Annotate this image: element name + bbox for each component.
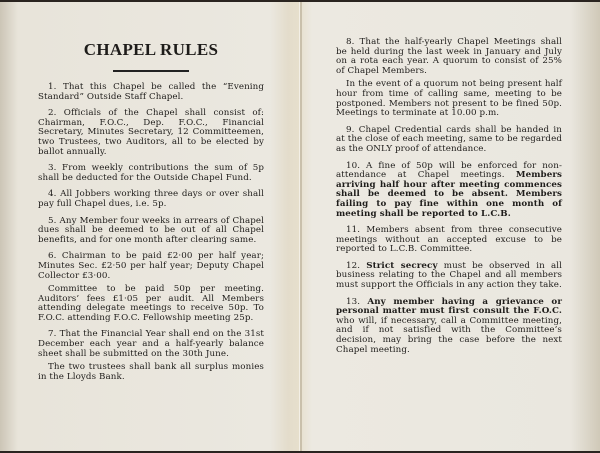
left-page	[38, 2, 264, 451]
rule-text: who will, if necessary, call a Committee meeting, and if not satisfied with the Committee’s decision, may bring the case before the next Chapel meeting.	[336, 315, 562, 355]
rule-1-paragraph	[38, 83, 264, 102]
rule-text: 7. That the Financial Year shall end on the 31st December each year and a half-yearly balance sheet shall be submitted on the 30th June.	[38, 329, 264, 359]
rule-text: 11. Members absent from three consecutive meetings without an accepted excuse to be reported to L.C.B. Committee.	[336, 225, 562, 255]
rule-9-paragraph	[336, 126, 562, 155]
rule-text: 6. Chairman to be paid £2·00 per half year; Minutes Sec. £2·50 per half year; Deputy Chapel Collector £3·00.	[38, 251, 264, 281]
rule-text: 9. Chapel Credential cards shall be handed in at the close of each meeting, same to be regarded as the ONLY proof of attendance.	[336, 124, 562, 154]
rule-text: Committee to be paid 50p per meeting. Auditors’ fees £1·05 per audit. All Members attending delegate meetings to receive 50p. To F.O.C. attending F.O.C. Fellowship meeting 25p.	[38, 284, 264, 323]
booklet-spread	[0, 2, 600, 451]
right-rules-list	[336, 38, 562, 355]
rule-6-paragraph	[38, 252, 264, 281]
rule-8b-paragraph	[336, 80, 562, 118]
title-underline	[113, 70, 189, 72]
left-rules-list	[38, 83, 264, 382]
rule-4-paragraph	[38, 190, 264, 209]
rule-text: 8. That the half-yearly Chapel Meetings shall be held during the last week in January and July on a rota each year. A quorum to consist of 25% of Chapel Members.	[336, 37, 562, 76]
rule-text: 1. That this Chapel be called the “Evening Standard” Outside Staff Chapel.	[38, 82, 264, 102]
rule-5-paragraph	[38, 217, 264, 246]
rule-7-paragraph	[38, 330, 264, 359]
rule-text: 5. Any Member four weeks in arrears of Chapel dues shall be deemed to be out of all Chapel benefits, and for one month after clearing same.	[38, 215, 264, 245]
rule-11-paragraph	[336, 226, 562, 255]
rule-10-paragraph	[336, 162, 562, 220]
rule-text: 2. Officials of the Chapel shall consist of: Chairman, F.O.C., Dep. F.O.C., Financial Secretary, Minutes Secretary, 12 Committeemen, two Trustees, two Auditors, all to be elected by ballot annually.	[38, 108, 264, 157]
rule-2-paragraph	[38, 109, 264, 157]
rule-text: 13.	[346, 296, 368, 307]
rule-text: 12.	[346, 260, 367, 271]
booklet-spine	[299, 2, 302, 451]
bold-text: Any member having a grievance or personal matter must first consult the F.O.C.	[336, 296, 562, 317]
page-title: CHAPEL RULES	[83, 40, 219, 59]
rule-text: 3. From weekly contributions the sum of 5p shall be deducted for the Outside Chapel Fund.	[38, 163, 264, 183]
rule-3-paragraph	[38, 164, 264, 183]
rule-6b-paragraph	[38, 285, 264, 323]
rule-12-paragraph	[336, 262, 562, 291]
rule-text: 4. All Jobbers working three days or over shall pay full Chapel dues, i.e. 5p.	[38, 189, 264, 209]
rule-7b-paragraph	[38, 363, 264, 382]
rule-13-paragraph	[336, 298, 562, 356]
rule-text: In the event of a quorum not being present half hour from time of calling same, meeting to be postponed. Members not present to be fined 50p. Meetings to terminate at 10.00 p.m.	[336, 79, 562, 119]
rule-text: 10. A fine of 50p will be enforced for non-attendance at Chapel meetings.	[336, 160, 562, 181]
rule-text: must be observed in all business relating to the Chapel and all members must support the Officials in any action they take.	[336, 260, 562, 291]
rule-text: The two trustees shall bank all surplus monies in the Lloyds Bank.	[38, 362, 264, 382]
right-page	[336, 2, 562, 451]
bold-text: Strict secrecy	[366, 260, 438, 271]
rule-8-paragraph	[336, 38, 562, 76]
bold-text: Members arriving half hour after meeting commences shall be deemed to be absent. Members failing to pay fine within one month of meeting shall be reported to L.C.B.	[336, 170, 562, 219]
